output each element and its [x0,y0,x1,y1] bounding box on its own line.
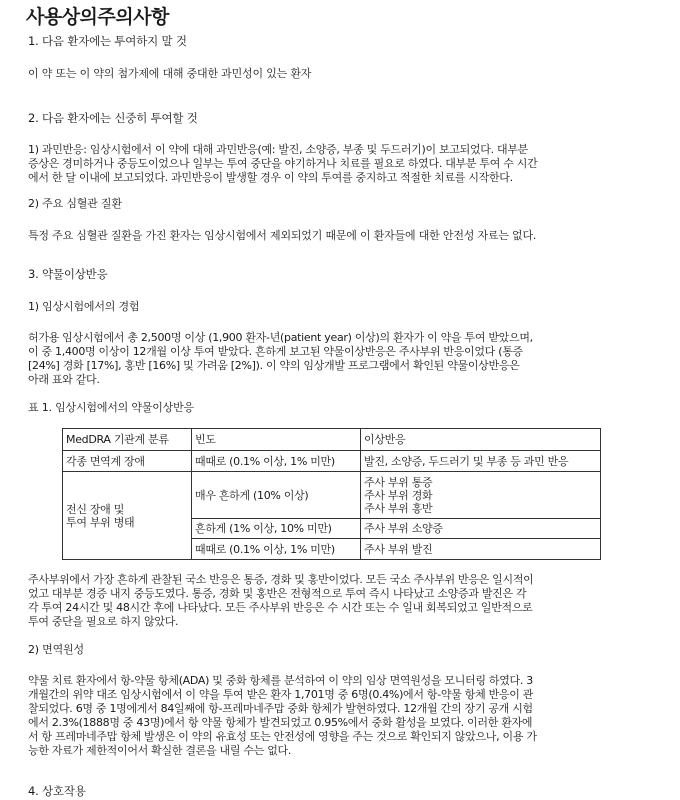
table-row [63,451,601,472]
cell-line: 주사 부위 홍반 [364,501,433,515]
section-3-sub2-heading: 2) 면역원성 [28,643,84,656]
section-4-heading: 4. 상호작용 [28,784,86,798]
paragraph-line: 아래 표와 같다. [28,373,100,386]
immunogenicity-paragraph [28,674,656,758]
section-1-heading: 1. 다음 환자에는 투여하지 말 것 [28,34,187,48]
cell-frequency: 때때로 (0.1% 이상, 1% 미만) [192,539,361,560]
paragraph-line: 에서 한 달 이내에 보고되었다. 과민반응이 발생할 경우 이 약의 투여를 중지하고 적절한 치료를 시작한다. [28,171,513,184]
cell-adverse-reaction [361,472,601,519]
paragraph-line: [24%] 경화 [17%], 홍반 [16%] 및 가려움 [2%]). 이 약의 임상개발 프로그램에서 확인된 약물이상반응은 [28,359,520,372]
cell-adverse-reaction: 발진, 소양증, 두드러기 및 부종 등 과민 반응 [361,451,601,472]
paragraph-line: 약물 치료 환자에서 항-약물 항체(ADA) 및 중화 항체를 분석하여 이 약의 임상 면역원성을 모니터링 하였다. 3 [28,674,533,687]
table-row [63,472,601,519]
cell-frequency: 매우 흔하게 (10% 이상) [192,472,361,519]
section-3-heading: 3. 약물이상반응 [28,267,108,281]
cell-frequency: 흔하게 (1% 이상, 10% 미만) [192,519,361,539]
paragraph-line: 주사부위에서 가장 흔하게 관찰된 국소 반응은 통증, 경화 및 홍반이었다. 모든 국소 주사부위 반응은 일시적이 [28,573,534,586]
cell-adverse-reaction: 주사 부위 소양증 [361,519,601,539]
cell-soc: 각종 면역계 장애 [63,451,192,472]
cell-line: 주사 부위 통증 [364,475,433,489]
paragraph-line: 증상은 경미하거나 중등도이었으나 일부는 투여 중단을 야기하거나 치료를 필요로 하였다. 대부분 투여 수 시간 [28,157,538,170]
injection-site-paragraph [28,573,656,629]
cell-adverse-reaction: 주사 부위 발진 [361,539,601,560]
paragraph-line: 각 투여 24시간 및 48시간 후에 나타났다. 모든 주사부위 반응은 수 시간 또는 수 일내 회복되었고 일반적으로 [28,601,533,614]
paragraph-line: 투여 중단을 필요로 하지 않았다. [28,615,179,628]
table-caption: 표 1. 임상시험에서의 약물이상반응 [28,401,194,414]
paragraph-line: 에서 2.3%(1888명 중 43명)에서 항 약물 항체가 발견되었고 0.95%에서 중화 활성을 보였다. 이러한 환자에 [28,716,533,729]
section-2-sub2-heading: 2) 주요 심혈관 질환 [28,197,122,210]
paragraph-line: 능한 자료가 제한적이어서 확실한 결론을 내릴 수는 없다. [28,744,292,757]
header-adverse-reaction: 이상반응 [361,429,601,451]
paragraph-line: 이 중 1,400명 이상이 12개월 이상 투여 받았다. 흔하게 보고된 약물이상반응은 주사부위 반응이었다 (통증 [28,345,523,358]
section-2-hypersensitivity-paragraph [28,143,656,185]
paragraph-line: 찰되었다. 6명 중 1명에게서 84일째에 항-프레마네주맙 중화 항체가 발현하였다. 12개월 간의 장기 공개 시험 [28,702,533,715]
cell-line: 투여 부위 병태 [66,515,135,529]
paragraph-line: 1) 과민반응: 임상시험에서 이 약에 대해 과민반응(예: 발진, 소양증, 부종 및 두드러기)이 보고되었다. 대부분 [28,143,528,156]
cell-line: 주사 부위 경화 [364,488,433,502]
header-frequency: 빈도 [192,429,361,451]
section-2-heading: 2. 다음 환자에는 신중히 투여할 것 [28,111,198,125]
page-title: 사용상의주의사항 [26,6,169,28]
section-1-body: 이 약 또는 이 약의 첨가제에 대해 중대한 과민성이 있는 환자 [28,67,312,80]
cell-line: 전신 장애 및 [66,502,125,516]
paragraph-line: 허가용 임상시험에서 총 2,500명 이상 (1,900 환자-년(patient year) 이상)의 환자가 이 약을 투여 받았으며, [28,331,533,344]
cell-soc [63,472,192,560]
cell-frequency: 때때로 (0.1% 이상, 1% 미만) [192,451,361,472]
header-soc: MedDRA 기관계 분류 [63,429,192,451]
paragraph-line: 서 항 프레마네주맙 항체 발생은 이 약의 유효성 또는 안전성에 영향을 주는 것으로 확인되지 않았으나, 이용 가 [28,730,537,743]
paragraph-line: 개월간의 위약 대조 임상시험에서 이 약을 투여 받은 환자 1,701명 중 6명(0.4%)에서 항-약물 항체 반응이 관 [28,688,534,701]
section-2-sub2-body: 특정 주요 심혈관 질환을 가진 환자는 임상시험에서 제외되었기 때문에 이 환자들에 대한 안전성 자료는 없다. [28,229,537,242]
section-3-clinical-paragraph [28,331,656,387]
adverse-reaction-table [62,428,601,560]
section-3-sub1-heading: 1) 임상시험에서의 경험 [28,300,140,313]
paragraph-line: 었고 대부분 경증 내지 중등도였다. 통증, 경화 및 홍반은 전형적으로 투여 즉시 나타났고 소양증과 발진은 각 [28,587,527,600]
table-header-row [63,429,601,451]
